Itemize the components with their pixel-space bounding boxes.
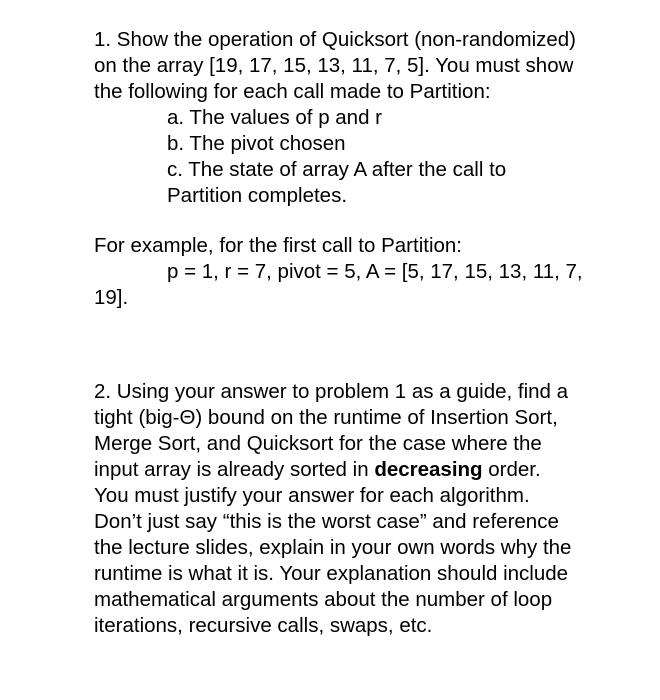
problem1-item-b: b. The pivot chosen (167, 132, 346, 155)
problem1-line-2: on the array [19, 17, 15, 13, 11, 7, 5]. You must show (94, 54, 574, 77)
example-line: p = 1, r = 7, pivot = 5, A = [5, 17, 15, 13, 11, 7, (167, 260, 583, 283)
problem1-item-c-cont: Partition completes. (167, 184, 348, 207)
problem1-line-3: the following for each call made to Partition: (94, 80, 491, 103)
example-line-cont: 19]. (94, 286, 129, 309)
decreasing-emphasis: decreasing (374, 458, 483, 481)
problem1-item-c: c. The state of array A after the call to (167, 158, 507, 181)
problem2-line-5: You must justify your answer for each algorithm. (94, 484, 530, 507)
problem2-line-4-before: input array is already sorted in (94, 458, 375, 481)
problem2-line-10: iterations, recursive calls, swaps, etc. (94, 614, 433, 637)
problem1-line-1: 1. Show the operation of Quicksort (non-randomized) (94, 28, 577, 51)
problem2-line-3: Merge Sort, and Quicksort for the case where the (94, 432, 542, 455)
problem2-line-4-after: order. (482, 458, 541, 481)
problem2-line-2: tight (big-Θ) bound on the runtime of Insertion Sort, (94, 406, 558, 429)
problem1-item-a: a. The values of p and r (167, 106, 383, 129)
problem2-line-4 (94, 457, 541, 483)
problem2-line-1: 2. Using your answer to problem 1 as a guide, find a (94, 380, 569, 403)
problem2-line-7: the lecture slides, explain in your own words why the (94, 536, 572, 559)
problem2-line-6: Don’t just say “this is the worst case” and reference (94, 510, 559, 533)
problem2-line-8: runtime is what it is. Your explanation should include (94, 562, 569, 585)
problem2-line-9: mathematical arguments about the number of loop (94, 588, 553, 611)
example-label: For example, for the first call to Partition: (94, 234, 462, 257)
